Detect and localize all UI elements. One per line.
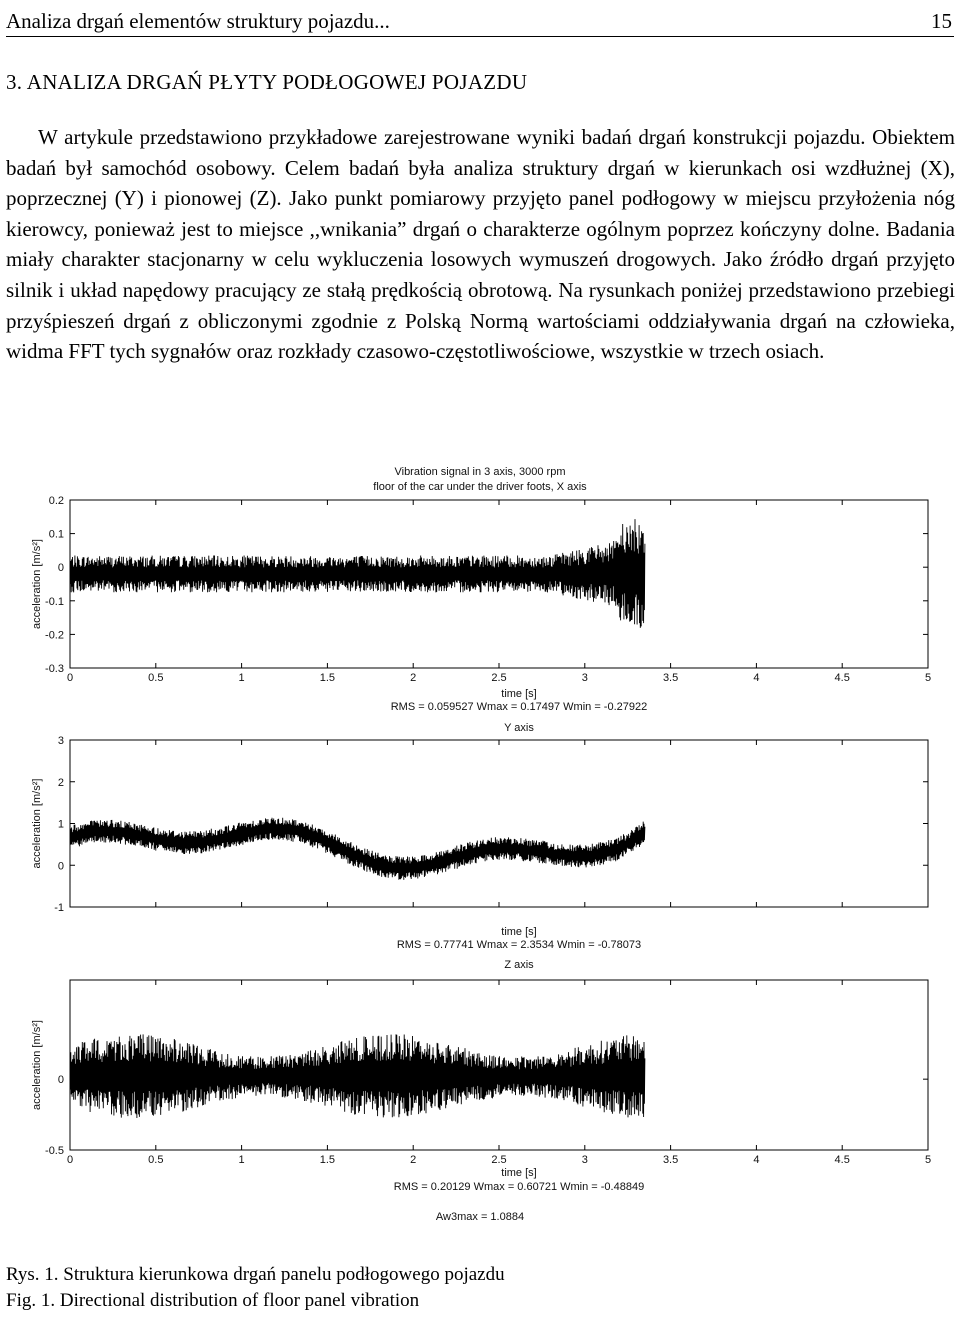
y-tick-label: -1: [54, 902, 64, 914]
x-tick-label: 4: [753, 1154, 760, 1166]
plot-3: [31, 980, 931, 1193]
figure-title-1: Vibration signal in 3 axis, 3000 rpm: [394, 466, 566, 478]
axis-title: Z axis: [504, 959, 534, 971]
x-tick-label: 0: [66, 672, 74, 684]
plot-frame: [70, 740, 928, 907]
y-tick-label: 0.2: [48, 495, 64, 507]
x-tick-label: 0: [66, 1154, 74, 1166]
y-axis-label: acceleration [m/s²]: [31, 539, 43, 629]
figure-title-2: floor of the car under the driver foots, X axis: [373, 481, 587, 493]
stats-text: RMS = 0.059527 Wmax = 0.17497 Wmin = -0.27922: [390, 701, 648, 713]
x-tick-label: 2: [410, 672, 417, 684]
x-tick-label: 5: [924, 672, 932, 684]
x-tick-label: 3: [581, 672, 588, 684]
signal-line: [70, 519, 645, 628]
x-tick-label: 2.5: [491, 672, 507, 684]
x-axis-label: time [s]: [501, 926, 537, 938]
y-tick-label: -0.2: [45, 629, 64, 642]
x-tick-label: 2.5: [491, 1154, 507, 1166]
stats-text: RMS = 0.20129 Wmax = 0.60721 Wmin = -0.48849: [393, 1181, 645, 1193]
x-tick-label: 2: [410, 1154, 417, 1166]
stats-text: RMS = 0.77741 Wmax = 2.3534 Wmin = -0.78073: [396, 939, 642, 951]
x-tick-label: 1: [238, 672, 245, 684]
figure: [0, 460, 960, 1250]
figure-svg: [0, 460, 960, 1250]
aw3max-text: Aw3max = 1.0884: [435, 1211, 525, 1223]
x-tick-label: 1: [238, 1154, 245, 1166]
x-tick-label: 3.5: [662, 672, 679, 684]
y-tick-label: -0.1: [45, 595, 64, 608]
x-tick-label: 1.5: [319, 672, 336, 684]
y-tick-label: 2: [57, 776, 64, 789]
y-tick-label: -0.5: [45, 1145, 64, 1157]
plot-2: [31, 735, 928, 971]
x-tick-label: 3: [581, 1154, 588, 1166]
y-tick-label: 0.1: [48, 528, 64, 541]
x-tick-label: 4.5: [834, 672, 850, 684]
x-axis-label: time [s]: [501, 1167, 537, 1179]
running-title: Analiza drgań elementów struktury pojazdu...: [6, 9, 390, 33]
axis-title: Y axis: [504, 722, 534, 734]
x-tick-label: 4: [753, 672, 760, 684]
signal-line: [70, 1034, 645, 1118]
running-header: [6, 4, 954, 37]
y-tick-label: 1: [57, 818, 64, 831]
y-tick-label: 0: [57, 860, 64, 873]
page-number: 15: [931, 9, 952, 33]
x-tick-label: 0.5: [148, 1154, 164, 1166]
y-tick-label: 3: [57, 735, 64, 747]
y-tick-label: 0: [57, 1074, 64, 1087]
y-axis-label: acceleration [m/s²]: [31, 778, 43, 869]
x-axis-label: time [s]: [501, 688, 537, 700]
x-tick-label: 0.5: [148, 672, 164, 684]
y-tick-label: 0: [57, 562, 64, 575]
caption-pl: Rys. 1. Struktura kierunkowa drgań panelu podłogowego pojazdu: [6, 1264, 505, 1285]
x-tick-label: 3.5: [662, 1154, 679, 1166]
plots-group: [31, 495, 931, 1193]
signal-line: [70, 818, 645, 880]
x-tick-label: 1.5: [319, 1154, 336, 1166]
x-tick-label: 4.5: [834, 1154, 850, 1166]
y-tick-label: -0.3: [45, 663, 64, 675]
x-tick-label: 5: [924, 1154, 932, 1166]
caption-en: Fig. 1. Directional distribution of floor panel vibration: [6, 1290, 420, 1311]
section-heading: 3. ANALIZA DRGAŃ PŁYTY PODŁOGOWEJ POJAZDU: [6, 70, 528, 94]
body-paragraph: W artykule przedstawiono przykładowe zarejestrowane wyniki badań drgań konstrukcji pojazdu. Obiektem badań był samochód osobowy. Celem badań była analiza struktury drgań w kierunkach osi wzdłużnej (X), poprzecznej (Y) i pionowej (Z). Jako punkt pomiarowy przyjęto panel podłogowy w miejscu przyłożenia nóg kierowcy, ponieważ jest to miejsce ,,wnikania” drgań o charakterze ogólnym poprzez kończyny dolne. Badania miały charakter stacjonarny w celu wykluczenia losowych wymuszeń drogowych. Jako źródło drgań przyjęto silnik i układ napędowy pracujący ze stałą prędkością obrotową. Na rysunkach poniżej przedstawiono przebiegi przyśpieszeń drgań z obliczonymi zgodnie z Polską Normą wartościami oddziaływania drgań na człowieka, widma FFT tych sygnałów oraz rozkłady czasowo-częstotliwościowe, wszystkie w trzech osiach.: [6, 125, 955, 364]
plot-1: [31, 495, 931, 734]
y-axis-label: acceleration [m/s²]: [31, 1020, 43, 1110]
